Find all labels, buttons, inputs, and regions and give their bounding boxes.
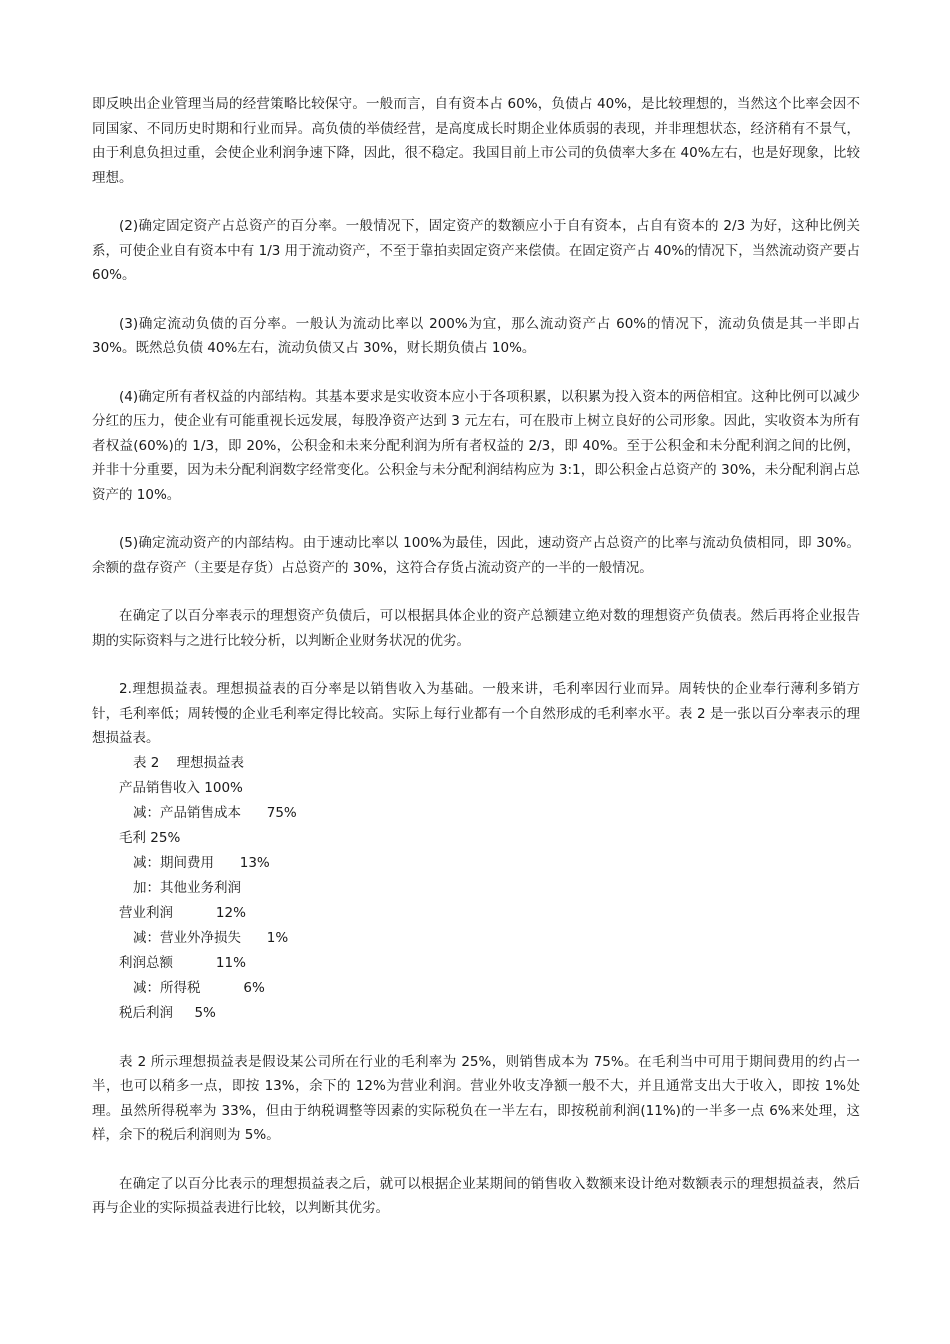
table-row: 毛利 25% [119, 829, 181, 846]
table-2-ideal-income-statement [92, 751, 860, 1026]
paragraph-fixed-assets: (2)确定固定资产占总资产的百分率。一般情况下，固定资产的数额应小于自有资本，占自有资本的 2/3 为好，这种比例关系，可使企业自有资本中有 1/3 用于流动资产，不至于靠拍卖固定资产来偿债。在固定资产占 40%的情况下，当然流动资产要占 60%。 [92, 218, 860, 283]
table-row: 产品销售收入 100% [119, 779, 243, 796]
table-row: 营业利润 12% [119, 904, 246, 921]
paragraph-current-liabilities: (3)确定流动负债的百分率。一般认为流动比率以 200%为宜，那么流动资产占 60%的情况下，流动负债是其一半即占 30%。既然总负债 40%左右，流动负债又占 30%，财长期负债占 10%。 [92, 315, 860, 356]
paragraph-ideal-balance-sheet: 在确定了以百分率表示的理想资产负债后，可以根据具体企业的资产总额建立绝对数的理想资产负债表。然后再将企业报告期的实际资料与之进行比较分析，以判断企业财务状况的优劣。 [92, 608, 860, 649]
table-row: 减：期间费用 13% [133, 854, 270, 871]
table-row: 减：产品销售成本 75% [133, 804, 297, 821]
paragraph-ideal-income-statement: 2.理想损益表。理想损益表的百分率是以销售收入为基础。一般来讲，毛利率因行业而异。周转快的企业奉行薄利多销方针，毛利率低；周转慢的企业毛利率定得比较高。实际上每行业都有一个自然形成的毛利率水平。表 2 是一张以百分率表示的理想损益表。 [92, 681, 860, 746]
paragraph-current-assets: (5)确定流动资产的内部结构。由于速动比率以 100%为最佳，因此，速动资产占总资产的比率与流动负债相同，即 30%。余额的盘存资产（主要是存货）占总资产的 30%，这符合存货占流动资产的一半的一般情况。 [92, 535, 860, 576]
paragraph-conclusion: 在确定了以百分比表示的理想损益表之后，就可以根据企业某期间的销售收入数额来设计绝对数额表示的理想损益表，然后再与企业的实际损益表进行比较，以判断其优劣。 [92, 1175, 860, 1216]
table-caption: 表 2 理想损益表 [133, 754, 245, 771]
table-row: 税后利润 5% [119, 1004, 216, 1021]
paragraph-debt-ratio: 即反映出企业管理当局的经营策略比较保守。一般而言，自有资本占 60%，负债占 40%，是比较理想的，当然这个比率会因不同国家、不同历史时期和行业而异。高负债的举债经营，是高度成长时期企业体质弱的表现，并非理想状态，经济稍有不景气，由于利息负担过重，会使企业利润争速下降，因此，很不稳定。我国目前上市公司的负债率大多在 40%左右，也是好现象，比较理想。 [92, 96, 860, 186]
paragraph-table-2-explanation: 表 2 所示理想损益表是假设某公司所在行业的毛利率为 25%，则销售成本为 75%。在毛利当中可用于期间费用的约占一半，也可以稍多一点，即按 13%，余下的 12%为营业利润。营业外收支净额一般不大，并且通常支出大于收入，即按 1%处理。虽然所得税率为 33%，但由于纳税调整等因素的实际税负在一半左右，即按税前利润(11%)的一半多一点 6%来处理，这样，余下的税后利润则为 5%。 [92, 1053, 860, 1143]
table-row: 利润总额 11% [119, 954, 246, 971]
table-row: 减：所得税 6% [133, 979, 265, 996]
paragraph-owners-equity: (4)确定所有者权益的内部结构。其基本要求是实收资本应小于各项积累，以积累为投入资本的两倍相宜。这种比例可以减少分红的压力，使企业有可能重视长远发展，每股净资产达到 3 元左右，可在股市上树立良好的公司形象。因此，实收资本为所有者权益(60%)的 1/3，即 20%，公积金和未来分配利润为所有者权益的 2/3，即 40%。至于公积金和未分配利润之间的比例，并非十分重要，因为未分配利润数字经常变化。公积金与未分配利润结构应为 3:1，即公积金占总资产的 30%，未分配利润占总资产的 10%。 [92, 388, 860, 503]
table-row: 加：其他业务利润 [133, 879, 241, 896]
table-row: 减：营业外净损失 1% [133, 929, 289, 946]
